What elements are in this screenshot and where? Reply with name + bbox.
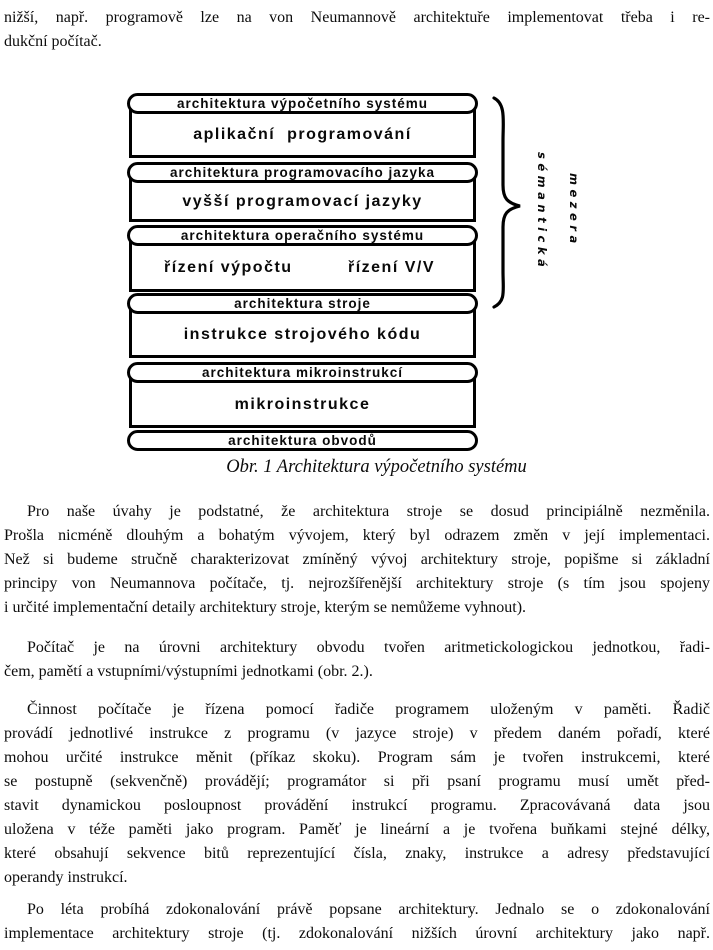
semantic-gap-word-1: sémantická [535, 152, 549, 272]
text-line: provádí jednotlivé instrukce z programu (v jazyce stroje) v předem daném pořadí, které [4, 725, 710, 742]
text-line: Prošla nicméně dlouhým a bohatým vývojem, který byl odrazem změn v její implementaci. [4, 527, 710, 544]
layer-content-label: vyšší programovací jazyky [182, 192, 423, 210]
text-line: operandy instrukcí. [4, 869, 128, 886]
text-line: které obsahují sekvence bitů reprezentující čísla, znaky, instrukce a adresy představující [4, 845, 710, 862]
layer-content-label: instrukce strojového kódu [183, 326, 422, 343]
text-line: Činnost počítače je řízena pomocí řadiče programem uloženým v paměti. Řadič [27, 701, 710, 718]
paragraph-3 [4, 698, 710, 890]
layer-content-left: řízení výpočtu [164, 259, 293, 276]
text-line: Pro naše úvahy je podstatné, že architektura stroje se dosud principiálně nezměnila. [27, 503, 710, 520]
brace-icon [486, 95, 526, 310]
text-line: implementace architektury stroje (tj. zdokonalování nižších úrovní architektury jako např. [4, 925, 710, 942]
layer-pill-computing-system [127, 93, 478, 114]
text-line: dukční počítač. [4, 33, 102, 50]
paragraph-4 [4, 898, 710, 946]
figure-caption: Obr. 1 Architektura výpočetního systému [226, 457, 527, 477]
layer-pill-programming-language [127, 162, 478, 183]
layer-label: architektura stroje [234, 296, 371, 311]
text-line: Než si budeme stručně charakterizovat zmíněný vývoj architektury stroje, popišme si základní [4, 551, 710, 568]
text-line: Po léta probíhá zdokonalování právě popsane architektury. Jednalo se o zdokonalování [27, 901, 710, 918]
text-line: čem, pamětí a vstupními/výstupními jednotkami (obr. 2.). [4, 663, 373, 680]
layer-pill-circuits [127, 430, 478, 451]
layer-content-right: řízení V/V [347, 259, 435, 276]
layer-pill-operating-system [127, 225, 478, 246]
layer-label: architektura operačního systému [180, 228, 425, 243]
text-line: stavit dynamickou posloupnost provádění instrukcí programu. Zpracovávaná data jsou [4, 797, 710, 814]
text-line: principy von Neumannova počítače, tj. nejrozšířenější architektury stroje (s tím jsou spojeny [4, 575, 710, 592]
paragraph-1 [4, 500, 710, 620]
intro-paragraph [4, 6, 710, 54]
text-line: mohou určité instrukce měnit (příkaz skoku). Program sám je tvořen instrukcemi, které [4, 749, 710, 766]
text-line: Počítač je na úrovni architektury obvodu tvořen aritmetickologickou jednotkou, řadi- [27, 639, 710, 656]
architecture-diagram [127, 92, 478, 454]
text-line: i určité implementační detaily architektury stroje, kterým se nemůžeme vyhnout). [4, 599, 527, 616]
layer-label: architektura mikroinstrukcí [201, 365, 404, 380]
text-line: nižší, např. programově lze na von Neumannově architektuře implementovat třeba i re- [4, 9, 710, 26]
layer-content-label: mikroinstrukce [234, 395, 371, 413]
layer-label: architektura obvodů [228, 433, 377, 448]
layer-pill-microinstructions [127, 362, 478, 383]
paragraph-2 [4, 636, 710, 684]
layer-label: architektura výpočetního systému [176, 96, 429, 111]
layer-label: architektura programovacího jazyka [169, 165, 436, 180]
layer-pill-machine [127, 293, 478, 314]
text-line: uložena v téže paměti jako program. Paměť je lineární a je tvořena buňkami stejné délky, [4, 821, 710, 838]
text-line: se postupně (sekvenčně) provádějí; programátor si při psaní programu musí umět před- [4, 773, 710, 790]
layer-content-label: aplikační programování [193, 126, 412, 143]
semantic-gap-word-2: mezera [567, 173, 581, 248]
